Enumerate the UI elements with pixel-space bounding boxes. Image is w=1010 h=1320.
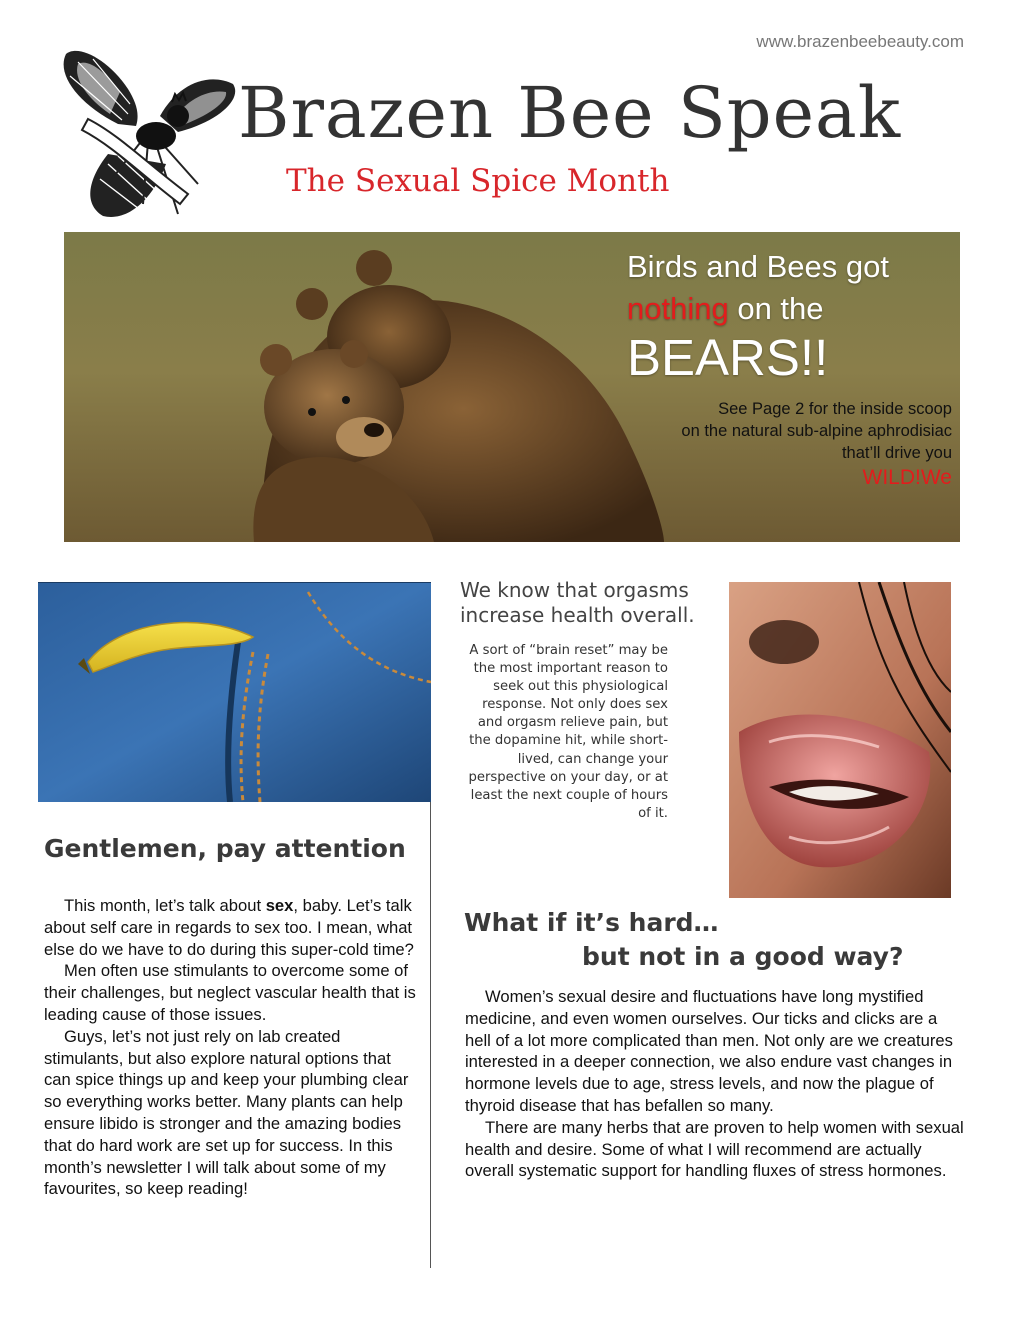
website-url: www.brazenbeebeauty.com <box>756 32 964 51</box>
gentlemen-paragraph-3: Guys, let’s not just rely on lab created stimulants, but also explore natural options that can spice things up and keep your plumbing clear so everything works better. Many plants can help ensure libido is stronger and the amazing bodies that do hard work are set up for success. In this month’s newsletter I will talk about some of my favourites, so keep reading! <box>44 1026 409 1199</box>
bears-hero-banner <box>64 232 960 542</box>
hero-scoop-line: that’ll drive you <box>841 444 952 462</box>
gentlemen-heading: Gentlemen, pay attention <box>44 834 406 863</box>
hero-nothing-word: nothing <box>627 291 729 326</box>
banana-jeans-photo <box>38 582 431 802</box>
hard-article-body <box>465 986 965 1182</box>
gentlemen-article-body <box>44 895 416 1200</box>
gentlemen-paragraph-2: Men often use stimulants to overcome some of their challenges, but neglect vascular health that is leading cause of those issues. <box>44 961 416 1024</box>
hero-line-2-rest: on the <box>728 291 824 326</box>
hero-line-2 <box>627 288 957 330</box>
gentlemen-p1-rest: , baby. Let’s talk about self care in regards to sex too. I mean, what else do we have to do during this super-cold time? <box>44 896 414 959</box>
gentlemen-paragraph-1 <box>44 895 416 960</box>
hard-paragraph-1: Women’s sexual desire and fluctuations have long mystified medicine, and even women ourselves. Our ticks and clicks are a hell of a lot more complicated than men. Not only are we creatures interested in a deeper connection, we also endure vast changes in hormone levels due to age, stress levels, and now the plague of thyroid disease that has befallen so many. <box>465 987 953 1115</box>
orgasm-heading: We know that orgasms increase health overall. <box>460 578 695 627</box>
hero-scoop-text <box>681 398 952 464</box>
hero-bears-word: BEARS!! <box>627 329 829 386</box>
gentlemen-p1-lead: This month, let’s talk about <box>64 896 266 915</box>
hard-paragraph-2: There are many herbs that are proven to help women with sexual health and desire. Some of what I will recommend are actually overall systematic support for handling fluxes of stress hormones. <box>465 1117 964 1181</box>
orgasm-body: A sort of “brain reset” may be the most important reason to seek out this physiological response. Not only does sex and orgasm relieve pain, but the dopamine hit, while short-lived, can change your perspective on your day, or at least the next couple of hours of it. <box>468 643 668 821</box>
hero-line-1: Birds and Bees got <box>627 249 889 284</box>
lips-photo <box>729 582 951 898</box>
issue-subtitle: The Sexual Spice Month <box>286 163 670 199</box>
hard-heading-line-2: but not in a good way? <box>582 942 904 971</box>
hero-scoop-line: See Page 2 for the inside scoop <box>718 400 952 418</box>
masthead-title: Brazen Bee Speak <box>238 72 902 154</box>
column-divider <box>430 802 431 1268</box>
hero-wild-word: WILD!We <box>862 466 952 489</box>
gentlemen-p1-bold-word: sex <box>265 896 294 915</box>
hero-scoop-line: on the natural sub-alpine aphrodisiac <box>681 422 952 440</box>
brazen-bee-logo <box>48 44 248 224</box>
hard-heading-line-1: What if it’s hard… <box>464 908 719 937</box>
hero-headline <box>627 246 957 330</box>
